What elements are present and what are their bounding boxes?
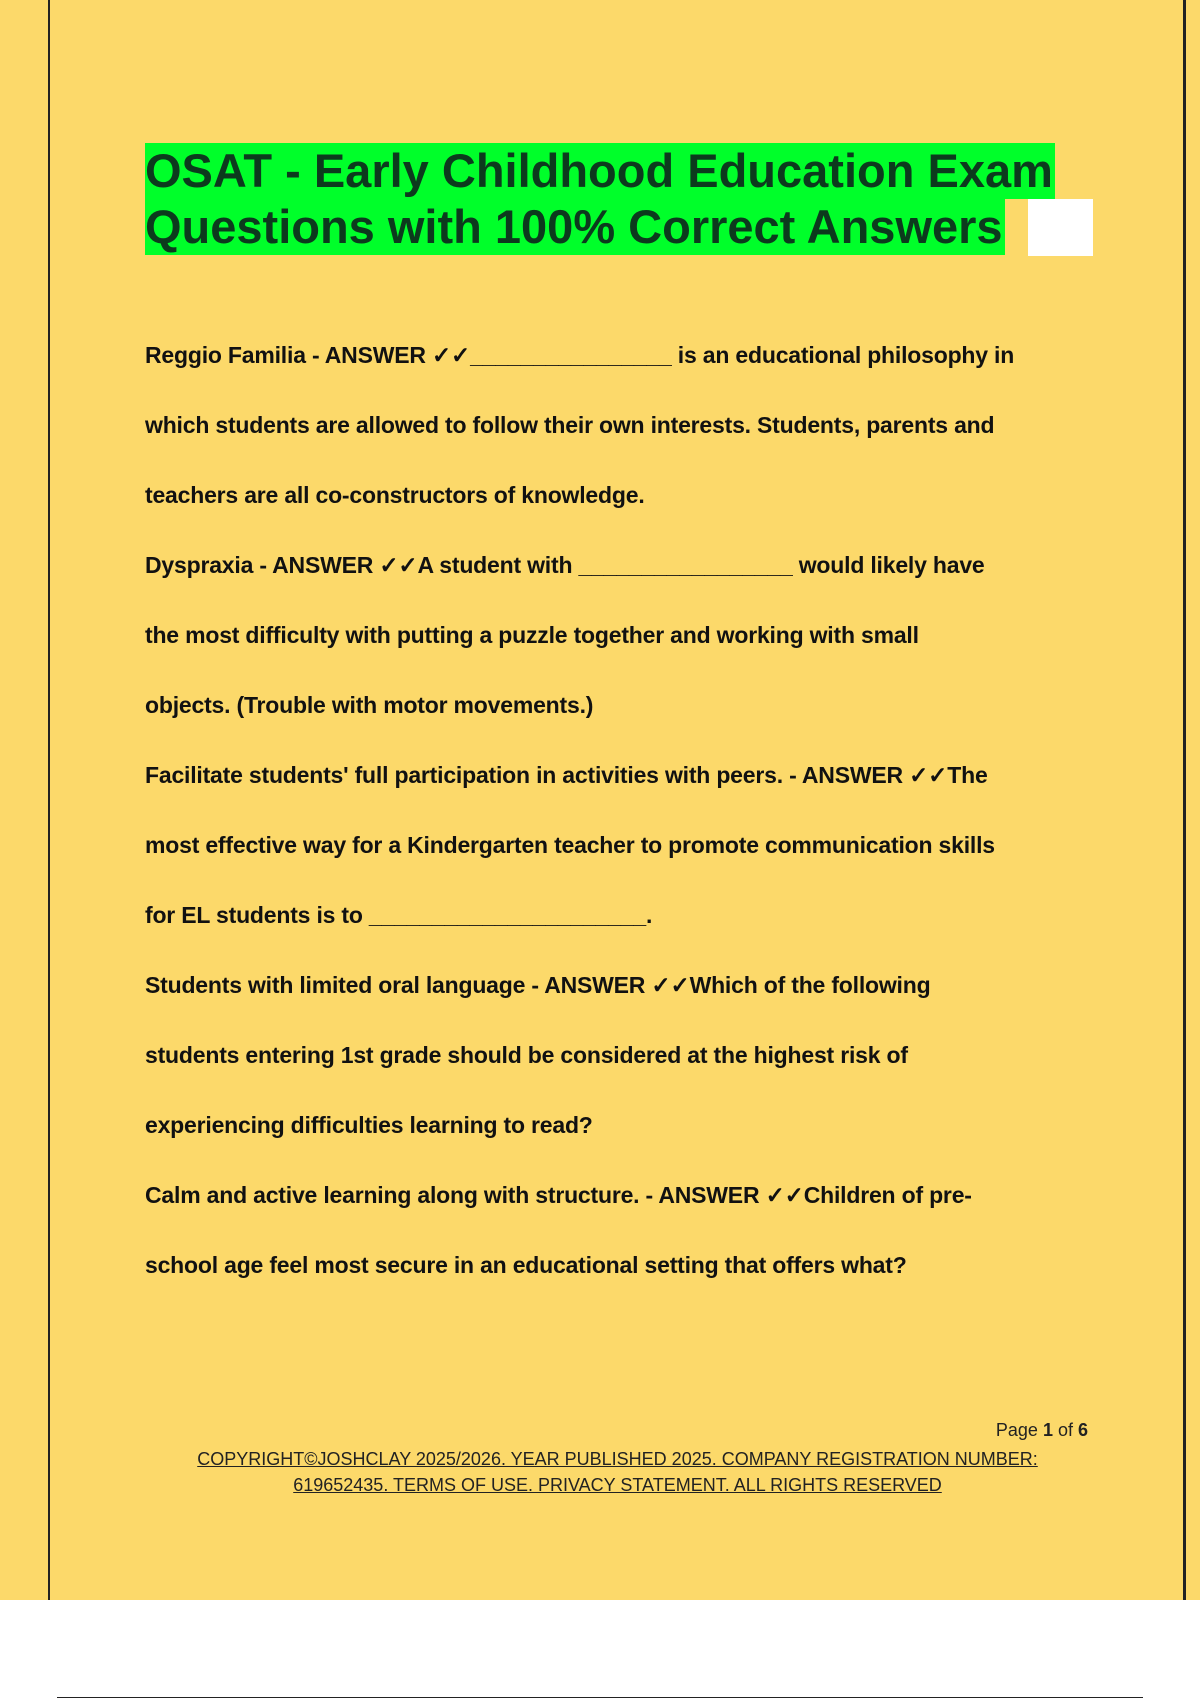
question-item-1-line-3: teachers are all co-constructors of knowledge. [145, 482, 645, 508]
question-text: Which of the following [689, 972, 931, 998]
question-item-3-line-3 [145, 880, 1095, 950]
question-item-5-line-2: school age feel most secure in an educational setting that offers what? [145, 1252, 907, 1278]
double-check-icon: ✓✓ [909, 762, 948, 788]
question-item-2-line-1 [145, 530, 1095, 600]
question-item-3-line-1 [145, 740, 1095, 810]
question-text: for EL students is to [145, 902, 369, 928]
answer-text: Facilitate students' full participation in activities with peers. - ANSWER [145, 762, 910, 788]
double-check-icon: ✓✓ [651, 972, 690, 998]
question-item-4-line-2: students entering 1st grade should be considered at the highest risk of [145, 1042, 908, 1068]
copyright-footer [150, 1446, 1085, 1498]
title-line-1: OSAT - Early Childhood Education Exam [145, 144, 1053, 197]
page-label: Page [995, 1420, 1043, 1440]
question-item-4-line-1 [145, 950, 1095, 1020]
footer-line-2: 619652435. TERMS OF USE. PRIVACY STATEMENT. ALL RIGHTS RESERVED [293, 1475, 942, 1495]
question-item-2-line-2: the most difficulty with putting a puzzle together and working with small [145, 622, 919, 648]
question-text: Children of pre- [803, 1182, 972, 1208]
double-check-icon: ✓✓ [765, 1182, 804, 1208]
fill-in-blank: ________________ [470, 342, 672, 368]
answer-text: Dyspraxia - ANSWER [145, 552, 380, 578]
answer-text: Reggio Familia - ANSWER [145, 342, 432, 368]
answer-text: Calm and active learning along with structure. - ANSWER [145, 1182, 766, 1208]
fill-in-blank: ______________________ [368, 902, 646, 928]
document-title [145, 143, 1093, 255]
question-item-1-line-2: which students are allowed to follow their own interests. Students, parents and [145, 412, 995, 438]
question-list [145, 320, 1095, 1300]
footer-line-1: COPYRIGHT©JOSHCLAY 2025/2026. YEAR PUBLISHED 2025. COMPANY REGISTRATION NUMBER: [197, 1449, 1038, 1469]
question-item-2-line-3: objects. (Trouble with motor movements.) [145, 692, 594, 718]
title-line-2: Questions with 100% Correct Answers [145, 200, 1003, 253]
question-item-1-line-1 [145, 320, 1095, 390]
page-of: of [1052, 1420, 1078, 1440]
page-border-right [1183, 0, 1186, 1600]
question-text: . [645, 902, 653, 928]
answer-text: Students with limited oral language - ANSWER [145, 972, 652, 998]
title-highlight-gap [1028, 199, 1093, 256]
question-item-4-line-3: experiencing difficulties learning to read? [145, 1112, 593, 1138]
question-text: would likely have [792, 552, 985, 578]
question-item-3-line-2: most effective way for a Kindergarten teacher to promote communication skills [145, 832, 995, 858]
page-total: 6 [1077, 1420, 1088, 1440]
page-number [996, 1420, 1088, 1441]
page-current: 1 [1042, 1420, 1053, 1440]
page-border-left [48, 0, 50, 1600]
question-text: A student with [417, 552, 579, 578]
double-check-icon: ✓✓ [431, 342, 471, 368]
question-item-5-line-1 [145, 1160, 1095, 1230]
fill-in-blank: _________________ [578, 552, 793, 578]
bottom-divider [57, 1697, 1143, 1698]
double-check-icon: ✓✓ [379, 552, 418, 578]
question-text: The [947, 762, 988, 788]
question-text: is an educational philosophy in [671, 342, 1015, 368]
